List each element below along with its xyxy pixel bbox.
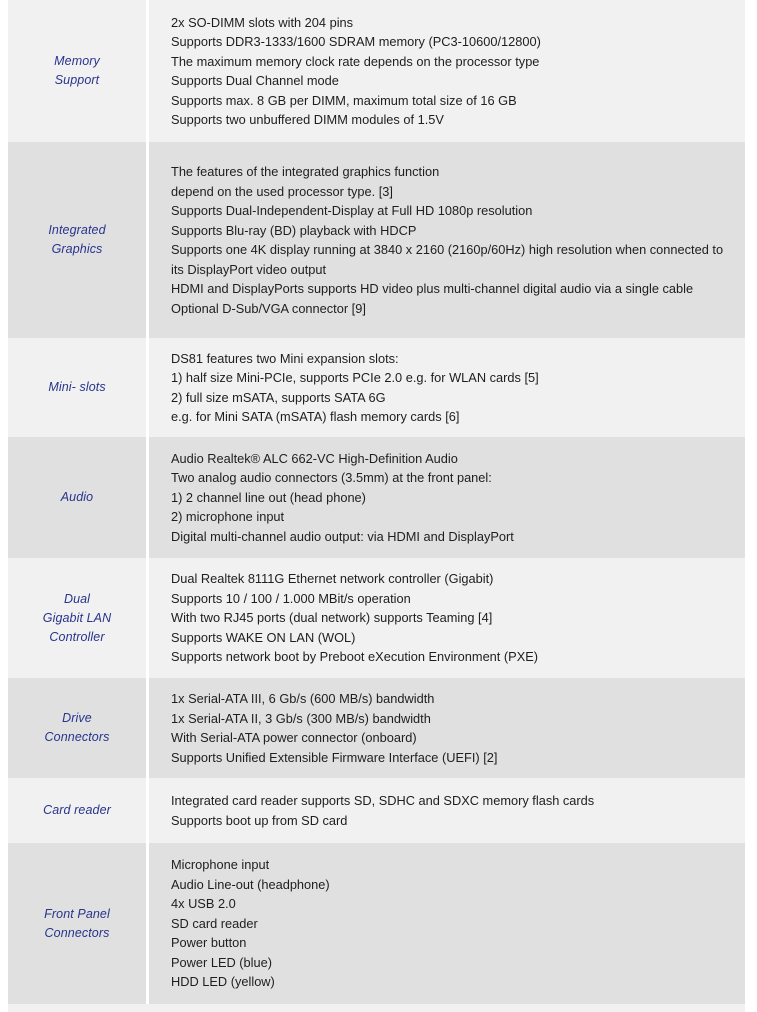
spec-line: Digital multi-channel audio output: via HDMI and DisplayPort <box>171 528 514 544</box>
spec-line: With Serial-ATA power connector (onboard) <box>171 730 417 745</box>
spec-line: 2x SO-DIMM slots with 204 pins <box>171 14 354 30</box>
spec-line: HDD LED (yellow) <box>171 974 275 990</box>
row-label-mini-slots <box>8 378 146 397</box>
row-label-drive-connectors <box>8 709 146 747</box>
spec-line: Microphone input <box>171 857 270 873</box>
row-label-line: Integrated <box>48 223 106 237</box>
row-label-line: Memory <box>54 54 100 68</box>
row-content-mini-slots <box>146 349 745 427</box>
row-label-line: Card reader <box>43 803 111 817</box>
spec-line: Dual Realtek 8111G Ethernet network controller (Gigabit) <box>171 571 494 587</box>
spec-line: Supports Unified Extensible Firmware Interface (UEFI) [2] <box>171 749 498 765</box>
table-row <box>8 0 745 142</box>
spec-line: Audio Realtek® ALC 662-VC High-Definition Audio <box>171 450 458 466</box>
spec-line: 1) half size Mini-PCIe, supports PCIe 2.0 e.g. for WLAN cards [5] <box>171 370 539 385</box>
spec-line: Supports DDR3-1333/1600 SDRAM memory (PC3-10600/12800) <box>171 34 541 49</box>
spec-line: 2) microphone input <box>171 509 285 525</box>
row-content-memory-support <box>146 13 745 130</box>
spec-line: SD card reader <box>171 915 258 931</box>
row-label-integrated-graphics <box>8 221 146 259</box>
row-label-front-panel-connectors <box>8 905 146 943</box>
spec-line: Supports one 4K display running at 3840 x 2160 (2160p/60Hz) high resolution when connected to its DisplayPort video output <box>171 242 724 277</box>
row-content-integrated-graphics <box>146 162 745 318</box>
row-label-line: Connectors <box>44 730 110 744</box>
spec-line: 1) 2 channel line out (head phone) <box>171 489 366 505</box>
spec-line: e.g. for Mini SATA (mSATA) flash memory cards [6] <box>171 409 460 424</box>
row-label-card-reader <box>8 801 146 820</box>
row-label-audio <box>8 488 146 507</box>
spec-line: Audio Line-out (headphone) <box>171 876 330 892</box>
row-label-line: Mini- slots <box>48 380 106 394</box>
spec-line: Supports network boot by Preboot eXecution Environment (PXE) <box>171 649 539 665</box>
spec-line: DS81 features two Mini expansion slots: <box>171 350 399 366</box>
row-label-dual-gigabit-lan-controller <box>8 590 146 647</box>
table-row <box>8 142 745 338</box>
row-label-line: Dual <box>63 591 91 606</box>
row-label-line: Connectors <box>44 925 110 940</box>
table-row <box>8 338 745 437</box>
table-row <box>8 778 745 843</box>
spec-line: Supports 10 / 100 / 1.000 MBit/s operation <box>171 590 411 606</box>
spec-line: Optional D-Sub/VGA connector [9] <box>171 300 366 316</box>
row-label-line: Gigabit LAN <box>42 610 112 625</box>
spec-line: Supports Dual-Independent-Display at Full HD 1080p resolution <box>171 203 533 218</box>
row-label-line: Drive <box>62 711 92 725</box>
table-row <box>8 558 745 678</box>
spec-line: The maximum memory clock rate depends on the processor type <box>171 53 540 69</box>
spec-line: Integrated card reader supports SD, SDHC and SDXC memory flash cards <box>171 793 595 808</box>
spec-line: Supports Dual Channel mode <box>171 73 339 88</box>
spec-line: HDMI and DisplayPorts supports HD video plus multi-channel digital audio via a single cable <box>171 281 694 296</box>
spec-line: 2) full size mSATA, supports SATA 6G <box>171 389 386 405</box>
spec-line: Supports max. 8 GB per DIMM, maximum total size of 16 GB <box>171 92 517 108</box>
spec-line: 4x USB 2.0 <box>171 896 236 912</box>
specification-table <box>8 0 745 1012</box>
spec-line: With two RJ45 ports (dual network) supports Teaming [4] <box>171 610 493 626</box>
row-label-line: Audio <box>60 490 94 504</box>
row-label-memory-support <box>8 52 146 90</box>
row-content-audio <box>146 449 745 547</box>
row-content-card-reader <box>146 791 745 830</box>
row-content-drive-connectors <box>146 689 745 767</box>
spec-line: Two analog audio connectors (3.5mm) at the front panel: <box>171 470 492 486</box>
row-label-line: Front Panel <box>44 906 110 921</box>
table-row <box>8 678 745 778</box>
row-content-dual-gigabit-lan-controller <box>146 569 745 667</box>
spec-line: Supports Blu-ray (BD) playback with HDCP <box>171 222 417 238</box>
spec-line: Supports boot up from SD card <box>171 812 348 828</box>
row-label-line: Graphics <box>51 242 103 256</box>
spec-line: depend on the used processor type. [3] <box>171 183 393 199</box>
table-bottom-edge <box>8 1004 745 1012</box>
spec-line: Power button <box>171 935 247 951</box>
row-label-line: Controller <box>49 629 105 644</box>
row-label-line: Support <box>54 73 100 87</box>
spec-line: 1x Serial-ATA II, 3 Gb/s (300 MB/s) bandwidth <box>171 710 431 726</box>
row-content-front-panel-connectors <box>146 855 745 992</box>
spec-line: The features of the integrated graphics function <box>171 164 440 179</box>
table-row <box>8 843 745 1004</box>
table-row <box>8 437 745 558</box>
spec-line: 1x Serial-ATA III, 6 Gb/s (600 MB/s) bandwidth <box>171 691 435 706</box>
spec-line: Power LED (blue) <box>171 954 272 970</box>
spec-line: Supports WAKE ON LAN (WOL) <box>171 629 356 645</box>
spec-line: Supports two unbuffered DIMM modules of 1.5V <box>171 112 444 127</box>
